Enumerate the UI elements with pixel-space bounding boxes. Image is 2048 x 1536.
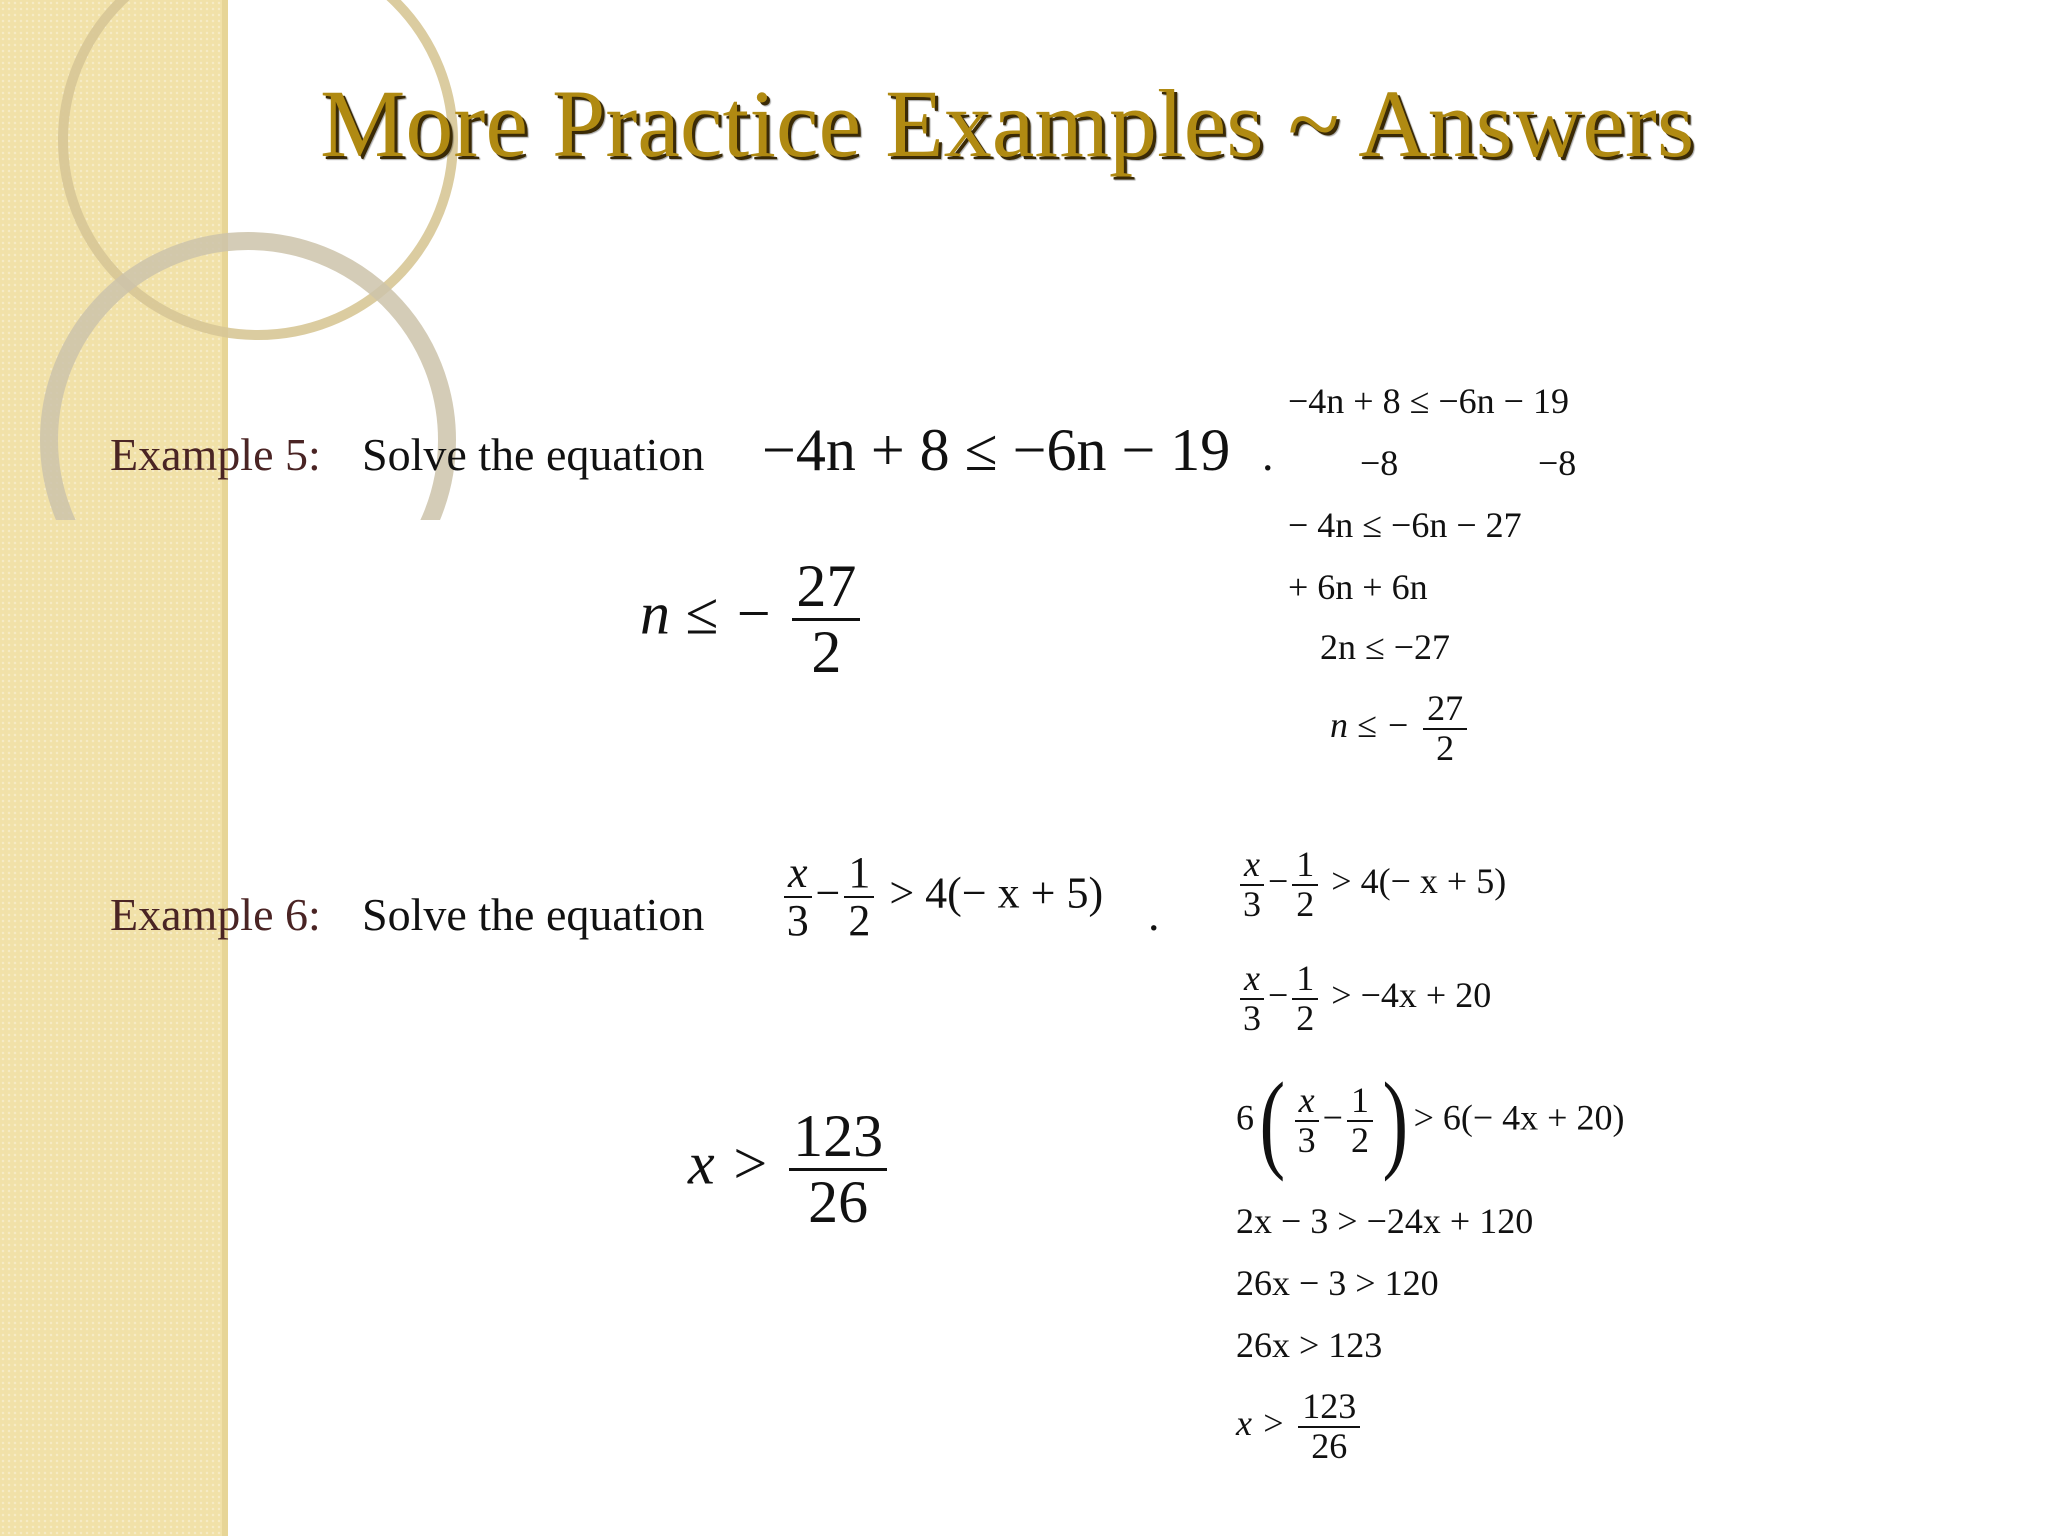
left-paren-icon: ( — [1259, 1060, 1286, 1182]
example6-step-2-fraction-a-den: 3 — [1242, 997, 1261, 1038]
example6-answer-numerator: 123 — [789, 1105, 887, 1171]
example5-step-3: − 4n ≤ −6n − 27 — [1288, 505, 1522, 545]
example6-step-2 — [1236, 960, 1491, 1038]
example5-answer-denominator: 2 — [811, 619, 842, 685]
example6-problem-fraction-2-num: 1 — [844, 850, 874, 898]
example6-step-3-rhs: > 6(− 4x + 20) — [1413, 1097, 1625, 1138]
example5-label: Example 5: — [110, 429, 321, 480]
example5-answer-fraction — [792, 555, 860, 684]
example5-step-6 — [1330, 690, 1471, 768]
right-paren-icon: ) — [1382, 1060, 1409, 1182]
example6-answer-fraction — [789, 1105, 887, 1234]
example5-step-2a: −8 — [1360, 443, 1399, 483]
example6-step-3-fraction-a — [1295, 1082, 1319, 1160]
example6-step-3-fraction-b-den: 2 — [1350, 1120, 1369, 1160]
example6-step-4: 2x − 3 > −24x + 120 — [1236, 1201, 1534, 1241]
example6-problem-rhs: > 4(− x + 5) — [889, 868, 1104, 918]
example6-step-1-fraction-a-num: x — [1240, 846, 1264, 886]
example6-step-1-rhs: > 4(− x + 5) — [1331, 861, 1507, 902]
example6-step-5: 26x − 3 > 120 — [1236, 1263, 1439, 1303]
example5-step-5: 2n ≤ −27 — [1320, 627, 1451, 667]
example6-step-1-fraction-a-den: 3 — [1242, 883, 1261, 924]
example6-step-1-fraction-b-den: 2 — [1296, 883, 1315, 924]
example5-instruction: Solve the equation — [362, 429, 705, 480]
example5-step-6-fraction — [1423, 690, 1467, 768]
example6-step-3-fraction-a-num: x — [1295, 1082, 1319, 1122]
example6-instruction: Solve the equation — [362, 889, 705, 940]
example6-step-3-fraction-a-den: 3 — [1297, 1120, 1316, 1160]
example6-answer-denominator: 26 — [808, 1169, 869, 1235]
example6-step-1-fraction-b-num: 1 — [1292, 846, 1318, 886]
example6-answer-prefix: x > — [688, 1130, 771, 1197]
example5-step-4: + 6n + 6n — [1288, 567, 1428, 607]
example6-step-1-fraction-a — [1240, 846, 1264, 924]
example5-period: . — [1262, 429, 1274, 480]
example6-step-3-coefficient: 6 — [1236, 1097, 1254, 1138]
example5-step-6-prefix: n ≤ − — [1330, 705, 1411, 746]
example6-period: . — [1148, 889, 1160, 940]
example5-step-1: −4n + 8 ≤ −6n − 19 — [1288, 381, 1569, 421]
example6-step-3-fraction-b-num: 1 — [1347, 1082, 1373, 1122]
example6-step-2-fraction-a-num: x — [1240, 960, 1264, 1000]
example6-problem-fraction-1-den: 3 — [786, 896, 809, 946]
example5-step-6-denominator: 2 — [1436, 727, 1455, 768]
example5-answer-prefix: n ≤ − — [640, 580, 774, 647]
example5-step-6-numerator: 27 — [1423, 690, 1467, 730]
example5-step-2b: −8 — [1538, 443, 1577, 483]
example6-step-1 — [1236, 846, 1506, 924]
example6-step-3 — [1236, 1060, 1625, 1182]
example6-answer — [688, 1105, 891, 1234]
example6-problem-fraction-1 — [784, 850, 812, 944]
example6-step-1-minus: − — [1267, 861, 1289, 902]
example6-step-7 — [1236, 1388, 1364, 1466]
example6-step-2-fraction-b-den: 2 — [1296, 997, 1315, 1038]
example6-step-2-rhs: > −4x + 20 — [1331, 975, 1492, 1016]
example6-step-7-numerator: 123 — [1298, 1388, 1360, 1428]
example6-step-2-minus: − — [1267, 975, 1289, 1016]
example6-problem-fraction-2 — [844, 850, 874, 944]
example6-step-2-fraction-b-num: 1 — [1292, 960, 1318, 1000]
slide-title: More Practice Examples ~ Answers — [320, 70, 1695, 177]
example6-step-2-fraction-a — [1240, 960, 1264, 1038]
example6-step-2-fraction-b — [1292, 960, 1318, 1038]
example6-step-7-prefix: x > — [1236, 1403, 1286, 1444]
example6-problem-fraction-1-num: x — [784, 850, 812, 898]
example6-step-6: 26x > 123 — [1236, 1325, 1383, 1365]
example5-answer-numerator: 27 — [792, 555, 860, 621]
example6-step-1-fraction-b — [1292, 846, 1318, 924]
example6-problem-minus: − — [815, 868, 841, 918]
example6-label: Example 6: — [110, 889, 321, 940]
example6-step-7-denominator: 26 — [1311, 1425, 1348, 1466]
example5-problem: −4n + 8 ≤ −6n − 19 — [762, 417, 1231, 483]
example6-step-3-fraction-b — [1347, 1082, 1373, 1160]
example5-answer — [640, 555, 864, 684]
example6-step-7-fraction — [1298, 1388, 1360, 1466]
example6-step-3-minus: − — [1322, 1097, 1343, 1138]
example6-problem — [780, 850, 1103, 944]
example6-problem-fraction-2-den: 2 — [848, 896, 871, 946]
